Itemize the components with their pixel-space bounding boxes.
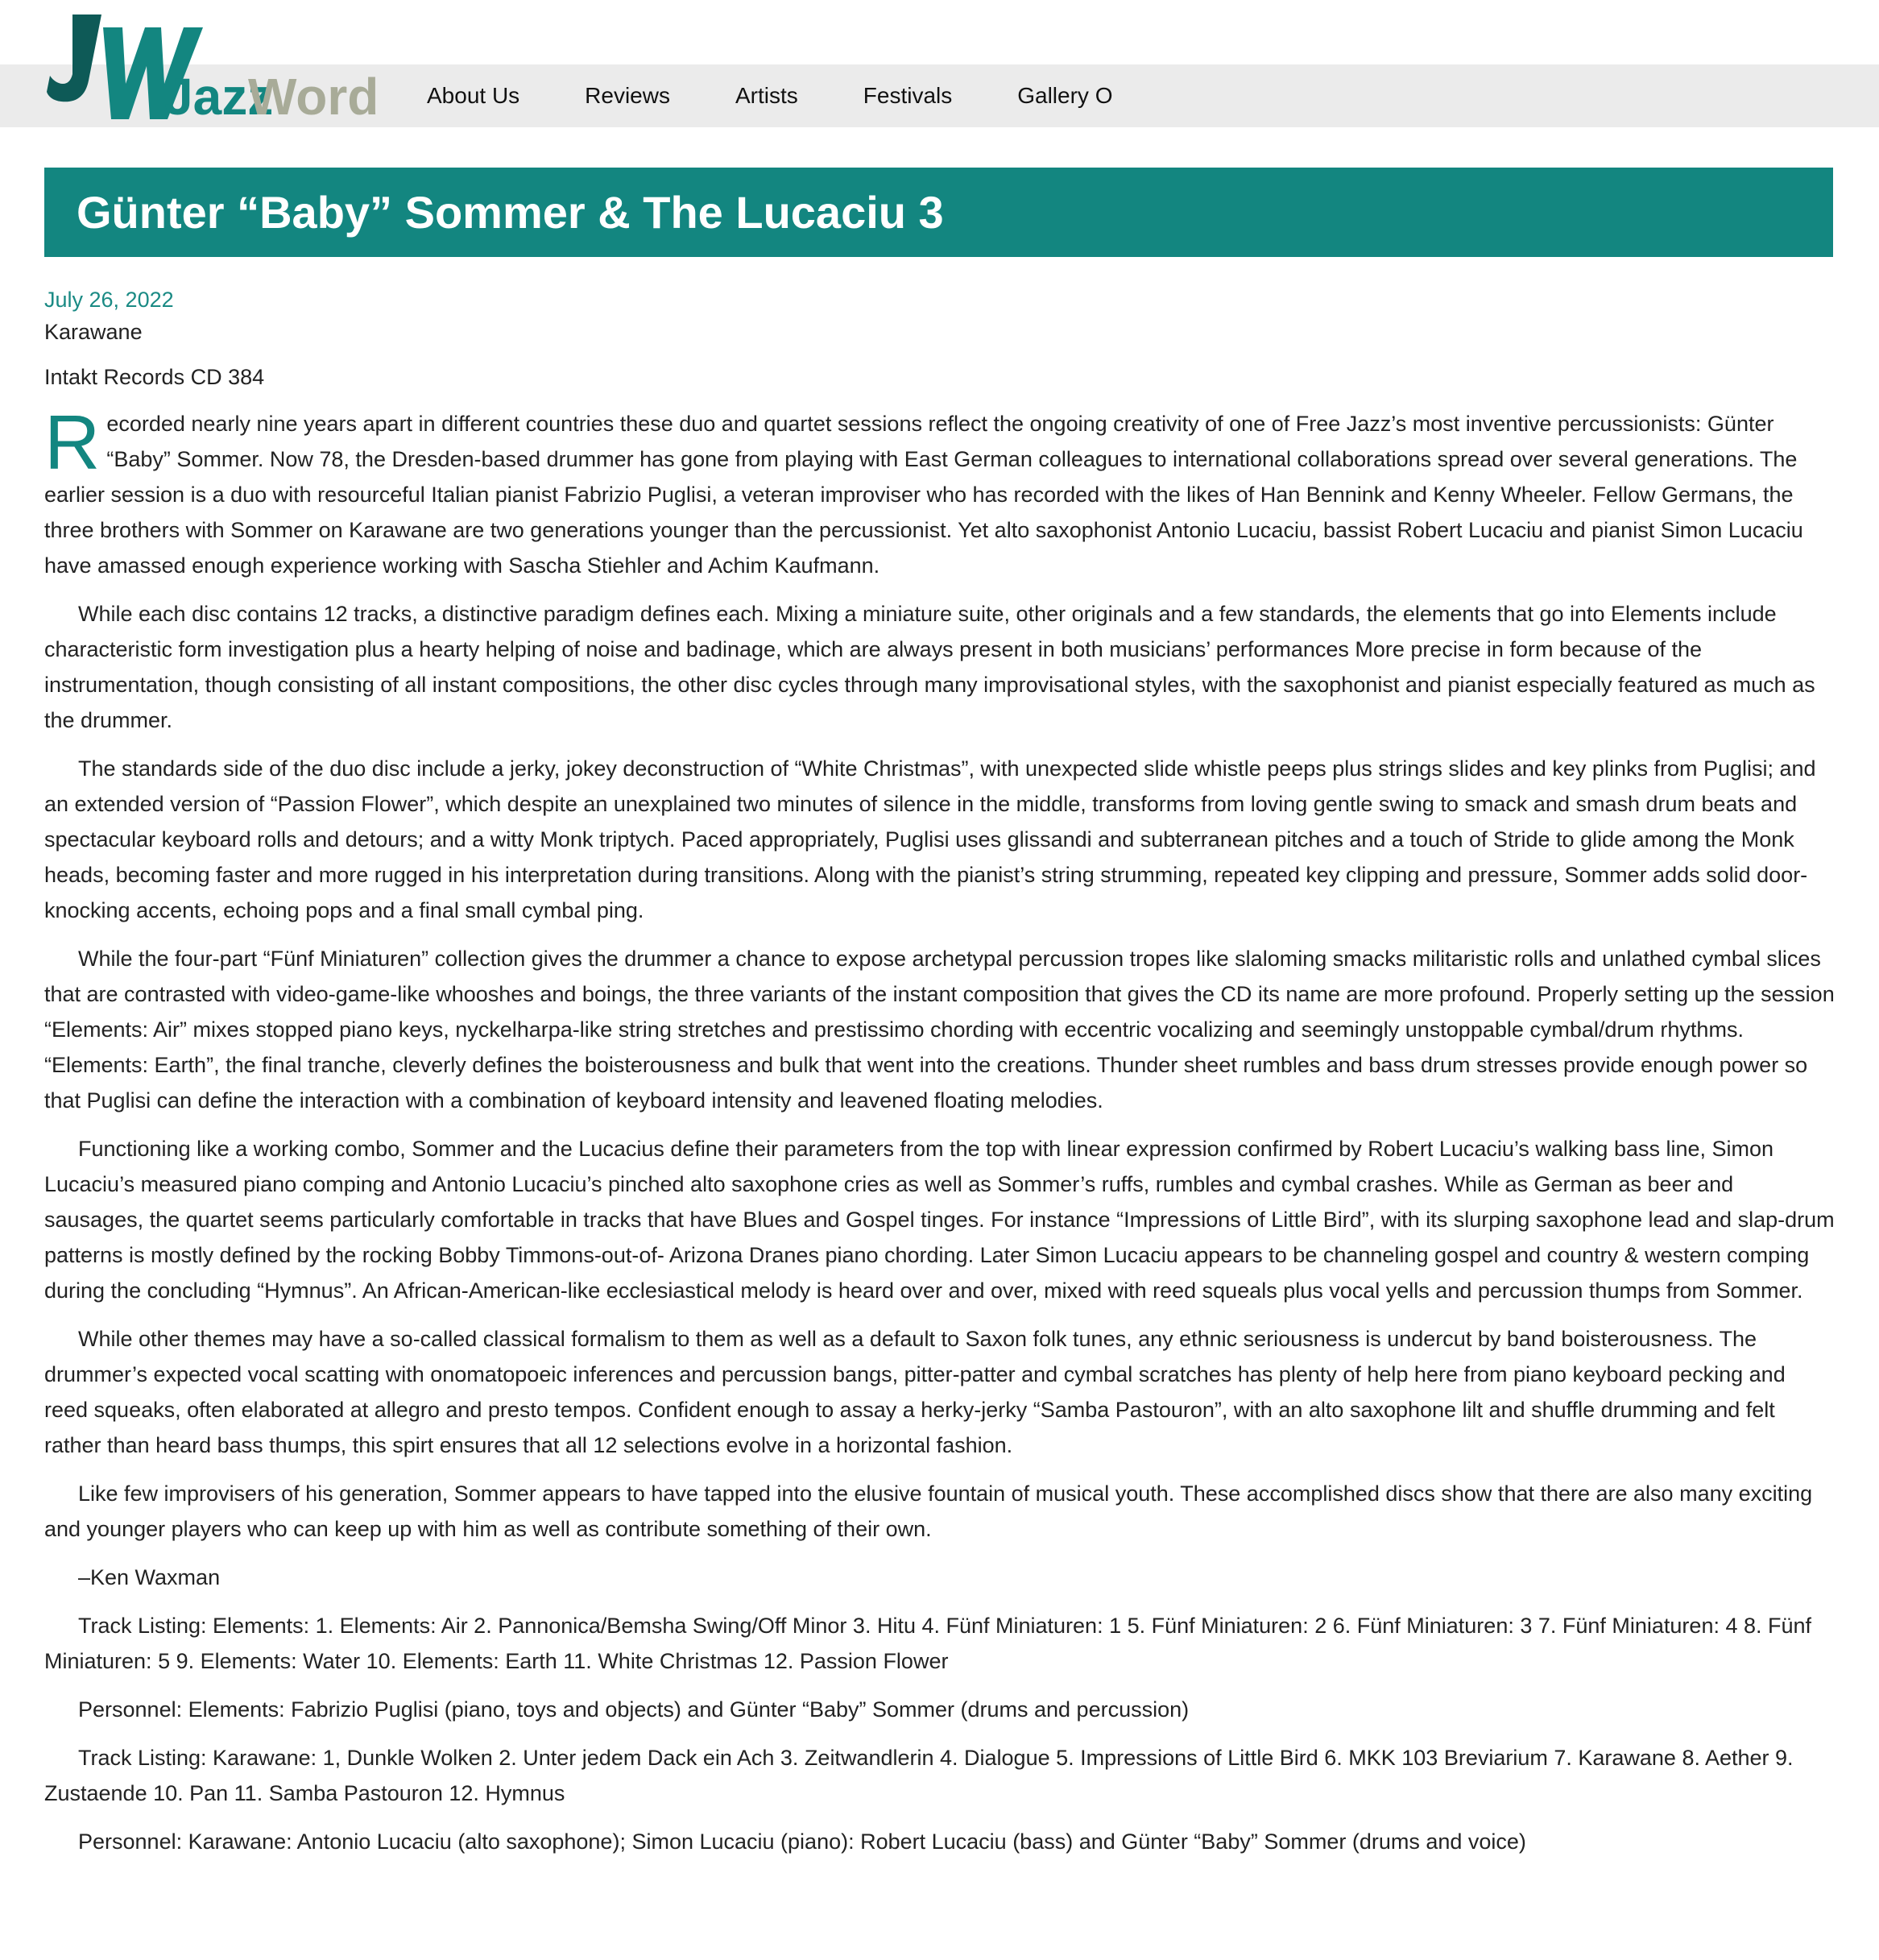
title-banner <box>44 168 1833 257</box>
main-nav <box>427 64 1177 127</box>
catalog-number: Intakt Records CD 384 <box>44 365 265 389</box>
author-signature: –Ken Waxman <box>78 1565 221 1589</box>
nav-gallery[interactable]: Gallery O <box>1017 83 1113 108</box>
article-paragraph: While the four-part “Fünf Miniaturen” collection gives the drummer a chance to expose archetypal percussion tropes like slaloming smacks militaristic rolls and unlathed cymbal slices that are contrasted with video-game-like whooshes and boings, the three variants of the instant composition that gives the CD its name are more profound. Properly setting up the session “Elements: Air” mixes stopped piano keys, nyckelharpa-like string stretches and prestissimo chording with eccentric vocalizing and seemingly unstoppable cymbal/drum rhythms. “Elements: Earth”, the final tranche, cleverly defines the boisterousness and bulk that went into the creations. Thunder sheet rumbles and bass drum stresses provide enough power so that Puglisi can define the interaction with a combination of keyboard intensity and leavened floating melodies. <box>44 947 1835 1113</box>
intro-text: ecorded nearly nine years apart in different countries these duo and quartet sessions reflect the ongoing creativity of one of Free Jazz’s most inventive percussionists: Günter “Baby” Sommer. Now 78, the Dresden-based drummer has gone from playing with East German colleagues to international collaborations spread over several generations. The earlier session is a duo with resourceful Italian pianist Fabrizio Puglisi, a veteran improviser who has recorded with the likes of Han Bennink and Kenny Wheeler. Fellow Germans, the three brothers with Sommer on Karawane are two generations younger than the percussionist. Yet alto saxophonist Antonio Lucaciu, bassist Robert Lucaciu and pianist Simon Lucaciu have amassed enough experience working with Sascha Stiehler and Achim Kaufmann. <box>44 412 1803 578</box>
article-paragraph: The standards side of the duo disc include a jerky, jokey deconstruction of “White Christmas”, with unexpected slide whistle peeps plus strings slides and key plinks from Puglisi; and an extended version of “Passion Flower”, which despite an unexplained two minutes of silence in the middle, transforms from loving gentle swing to smack and smash drum beats and spectacular keyboard rolls and detours; and a witty Monk triptych. Paced appropriately, Puglisi uses glissandi and subterranean pitches and a touch of Stride to glide among the Monk heads, becoming faster and more rugged in his interpretation during transitions. Along with the pianist’s string strumming, repeated key clipping and pressure, Sommer adds solid door-knocking accents, echoing pops and a final small cymbal ping. <box>44 756 1816 922</box>
svg-text:Jazz: Jazz <box>164 68 274 126</box>
site-logo[interactable] <box>47 10 379 126</box>
article-paragraph: Functioning like a working combo, Sommer and the Lucacius define their parameters from the top with linear expression confirmed by Robert Lucaciu’s walking bass line, Simon Lucaciu’s measured piano comping and Antonio Lucaciu’s pinched alto saxophone cries as well as Sommer’s ruffs, rumbles and cymbal crashes. While as German as beer and sausages, the quartet seems particularly comfortable in tracks that have Blues and Gospel tinges. For instance “Impressions of Little Bird”, with its slurping saxophone lead and slap-drum patterns is mostly defined by the rocking Bobby Timmons-out-of- Arizona Dranes piano chording. Later Simon Lucaciu appears to be channeling gospel and country & western comping during the concluding “Hymnus”. An African-American-like ecclesiastical melody is heard over and over, mixed with reed squeals plus vocal yells and percussion thumps from Sommer. <box>44 1137 1835 1303</box>
article-title: Günter “Baby” Sommer & The Lucaciu 3 <box>77 187 944 238</box>
article-body <box>44 284 1835 1872</box>
track-listing-karawane: Track Listing: Karawane: 1, Dunkle Wolken 2. Unter jedem Dack ein Ach 3. Zeitwandlerin 4. Dialogue 5. Impressions of Little Bird 6. MKK 103 Breviarium 7. Karawane 8. Aether 9. Zustaende 10. Pan 11. Samba Pastouron 12. Hymnus <box>44 1746 1794 1805</box>
track-listing-elements: Track Listing: Elements: 1. Elements: Air 2. Pannonica/Bemsha Swing/Off Minor 3. Hitu 4. Fünf Miniaturen: 1 5. Fünf Miniaturen: 2 6. Fünf Miniaturen: 3 7. Fünf Miniaturen: 4 8. Fünf Miniaturen: 5 9. Elements: Water 10. Elements: Earth 11. White Christmas 12. Passion Flower <box>44 1614 1812 1673</box>
jazzword-logo-icon <box>47 10 379 126</box>
drop-cap: R <box>44 400 101 486</box>
article-paragraph: While each disc contains 12 tracks, a distinctive paradigm defines each. Mixing a miniature suite, other originals and a few standards, the elements that go into Elements include characteristic form investigation plus a hearty helping of noise and badinage, which are always present in both musicians’ performances More precise in form because of the instrumentation, though consisting of all instant compositions, the other disc cycles through many improvisational styles, with the saxophonist and pianist especially featured as much as the drummer. <box>44 602 1815 732</box>
article-paragraph: Like few improvisers of his generation, Sommer appears to have tapped into the elusive fountain of musical youth. These accomplished discs show that there are also many exciting and younger players who can keep up with him as well as contribute something of their own. <box>44 1481 1813 1541</box>
nav-festivals[interactable]: Festivals <box>863 83 953 108</box>
nav-about-us[interactable]: About Us <box>427 83 520 108</box>
article-paragraph: While other themes may have a so-called classical formalism to them as well as a default to Saxon folk tunes, any ethnic seriousness is undercut by band boisterousness. The drummer’s expected vocal scatting with onomatopoeic inferences and percussion bangs, pitter-patter and cymbal scratches has plenty of help here from piano keyboard pecking and reed squeaks, often elaborated at allegro and presto tempos. Confident enough to assay a herky-jerky “Samba Pastouron”, with an alto saxophone lilt and shuffle drumming and felt rather than heard bass thumps, this spirt ensures that all 12 selections evolve in a horizontal fashion. <box>44 1327 1786 1457</box>
personnel-karawane: Personnel: Karawane: Antonio Lucaciu (alto saxophone); Simon Lucaciu (piano): Robert Lucaciu (bass) and Günter “Baby” Sommer (drums and voice) <box>78 1829 1526 1854</box>
article-paragraph-intro <box>44 400 1835 583</box>
nav-reviews[interactable]: Reviews <box>585 83 670 108</box>
nav-artists[interactable]: Artists <box>735 83 798 108</box>
album-title: Karawane <box>44 320 143 344</box>
article-date: July 26, 2022 <box>44 288 174 312</box>
svg-text:Word: Word <box>248 68 379 126</box>
personnel-elements: Personnel: Elements: Fabrizio Puglisi (piano, toys and objects) and Günter “Baby” Sommer (drums and percussion) <box>78 1697 1190 1722</box>
